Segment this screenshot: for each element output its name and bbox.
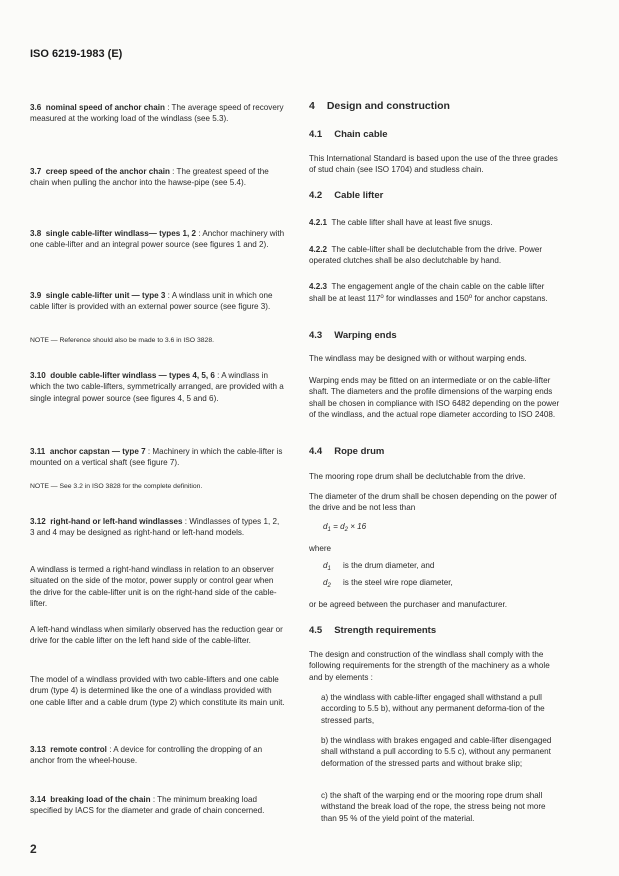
def-number: 3.10 [30, 371, 46, 380]
def-number: 3.8 [30, 229, 42, 238]
def-term: remote control [50, 745, 107, 754]
def-text: : The average speed of recovery measured at the working load of the windlass (see 5.3). [30, 103, 284, 124]
document-header: ISO 6219-1983 (E) [30, 48, 123, 60]
def-term: anchor capstan — type 7 [49, 447, 146, 456]
paragraph-4-2-3: 4.2.3 The engagement angle of the chain cable on the cable lifter shall be at least 117$^o$ for windlasses and 150$^o$ for anchor capstans. [309, 282, 548, 304]
note-3-2: NOTE — See 3.2 in ISO 3828 for the complete definition. [30, 483, 203, 490]
def-term: creep speed of the anchor chain [45, 167, 170, 176]
section-4-heading: 4 Design and construction [309, 100, 450, 112]
requirement-c: c) the shaft of the warping end or the mooring rope drum shall withstand the break load of the rope, the stress being not more than 95 % of the yield point of the material. [321, 791, 546, 823]
paragraph-4-4-c: or be agreed between the purchaser and manufacturer. [309, 600, 507, 609]
def-number: 3.9 [30, 291, 42, 300]
requirement-a: a) the windlass with cable-lifter engaged shall withstand a pull according to 5.5 b), without any permanent deforma-tion of the stressed parts, [321, 693, 545, 725]
paragraph-model: The model of a windlass provided with two cable-lifters and one cable drum (type 4) is determined like the one of a windlass provided with one cable lifter and a cable drum (type 2) which constitute its main unit. [30, 675, 285, 707]
def-number: 3.13 [30, 745, 46, 754]
requirement-b: b) the windlass with brakes engaged and cable-lifter disengaged shall withstand a pull according to 5.5 c), without any permanent deformation of the stressed parts and without brake slip; [321, 736, 552, 768]
definition-3-11 [30, 446, 285, 469]
definition-3-14 [30, 794, 285, 817]
where-label: where [309, 544, 332, 553]
definition-3-8 [30, 228, 285, 251]
paragraph-4-3-b: Warping ends may be fitted on an intermediate or on the cable-lifter shaft. The diameters and the profile dimensions of the warping ends shall be chosen in compliance with ISO 6482 depending on the power of the windlass, and the actual rope diameter according to ISO 2408. [309, 376, 560, 420]
section-4-5-heading: 4.5 Strength requirements [309, 625, 437, 636]
where-item-d2: $d_2$ is the steel wire rope diameter, [323, 578, 453, 589]
paragraph-4-4-a: The mooring rope drum shall be declutchable from the drive. [309, 472, 526, 481]
def-text: : The greatest speed of the chain when pulling the anchor into the hawse-pipe (see 5.4). [30, 167, 269, 188]
def-term: right-hand or left-hand windlasses [50, 517, 183, 526]
def-number: 3.6 [30, 103, 42, 112]
page-number: 2 [30, 842, 37, 856]
def-term: single cable-lifter windlass— types 1, 2 [45, 229, 197, 238]
section-4-4-heading: 4.4 Rope drum [309, 446, 385, 457]
paragraph-left-hand: A left-hand windlass when similarly observed has the reduction gear or drive for the cable lifter on the left hand side of the cable-lifter. [30, 625, 283, 646]
def-text: : The minimum breaking load specified by IACS for the diameter and grade of chain concerned. [30, 795, 265, 816]
definition-3-12 [30, 516, 285, 539]
section-4-1-heading: 4.1 Chain cable [309, 129, 388, 140]
def-term: double cable-lifter windlass — types 4, 5, 6 [50, 371, 215, 380]
definition-3-6 [30, 102, 285, 125]
def-number: 3.12 [30, 517, 46, 526]
section-4-2-heading: 4.2 Cable lifter [309, 190, 384, 201]
paragraph-4-5: The design and construction of the windlass shall comply with the following requirements for the strength of the machinery as a whole and by elements : [309, 650, 550, 682]
paragraph-4-4-b: The diameter of the drum shall be chosen depending on the power of the drive and be not less than [309, 492, 557, 513]
definition-3-7 [30, 166, 285, 189]
def-number: 3.7 [30, 167, 42, 176]
def-text: : Machinery in which the cable-lifter is mounted on a vertical shaft (see figure 7). [30, 447, 283, 468]
note-3-6: NOTE — Reference should also be made to 3.6 in ISO 3828. [30, 337, 214, 344]
def-term: single cable-lifter unit — type 3 [45, 291, 166, 300]
def-text: : Anchor machinery with one cable-lifter and an integral power source (see figures 1 and 2). [30, 229, 285, 250]
def-number: 3.11 [30, 447, 46, 456]
definition-3-13 [30, 744, 285, 767]
section-4-3-heading: 4.3 Warping ends [309, 330, 397, 341]
paragraph-4-2-1: 4.2.1 The cable lifter shall have at least five snugs. [309, 218, 493, 227]
drum-formula: $d_1 = d_2 \times 16$ [323, 522, 367, 533]
def-term: nominal speed of anchor chain [45, 103, 165, 112]
paragraph-4-2-2: 4.2.2 The cable-lifter shall be declutchable from the drive. Power operated clutches shall be also declutchable by hand. [309, 245, 543, 266]
paragraph-4-1: This International Standard is based upon the use of the three grades of stud chain (see ISO 1704) and studless chain. [309, 154, 558, 175]
def-term: breaking load of the chain [50, 795, 151, 804]
where-item-d1: $d_1$ is the drum diameter, and [323, 561, 435, 572]
paragraph-4-3-a: The windlass may be designed with or without warping ends. [309, 354, 527, 363]
def-text: : A windlass in which the two cable-lifters, symmetrically arranged, are provided with a single integral power source (see figures 4, 5 and 6). [30, 371, 284, 403]
def-text: : A device for controlling the dropping of an anchor from the wheel-house. [30, 745, 263, 766]
definition-3-10 [30, 370, 285, 404]
def-text: : A windlass unit in which one cable lifter is provided with an external power source (see figure 3). [30, 291, 273, 312]
def-text: : Windlasses of types 1, 2, 3 and 4 may be designed as right-hand or left-hand models. [30, 517, 280, 538]
def-number: 3.14 [30, 795, 46, 804]
definition-3-9 [30, 290, 285, 313]
paragraph-right-hand: A windlass is termed a right-hand windlass in relation to an observer situated on the side of the motor, power supply or control gear when the drive for the cable-lifter unit is on the right-hand side of the cable-lifter. [30, 565, 277, 609]
